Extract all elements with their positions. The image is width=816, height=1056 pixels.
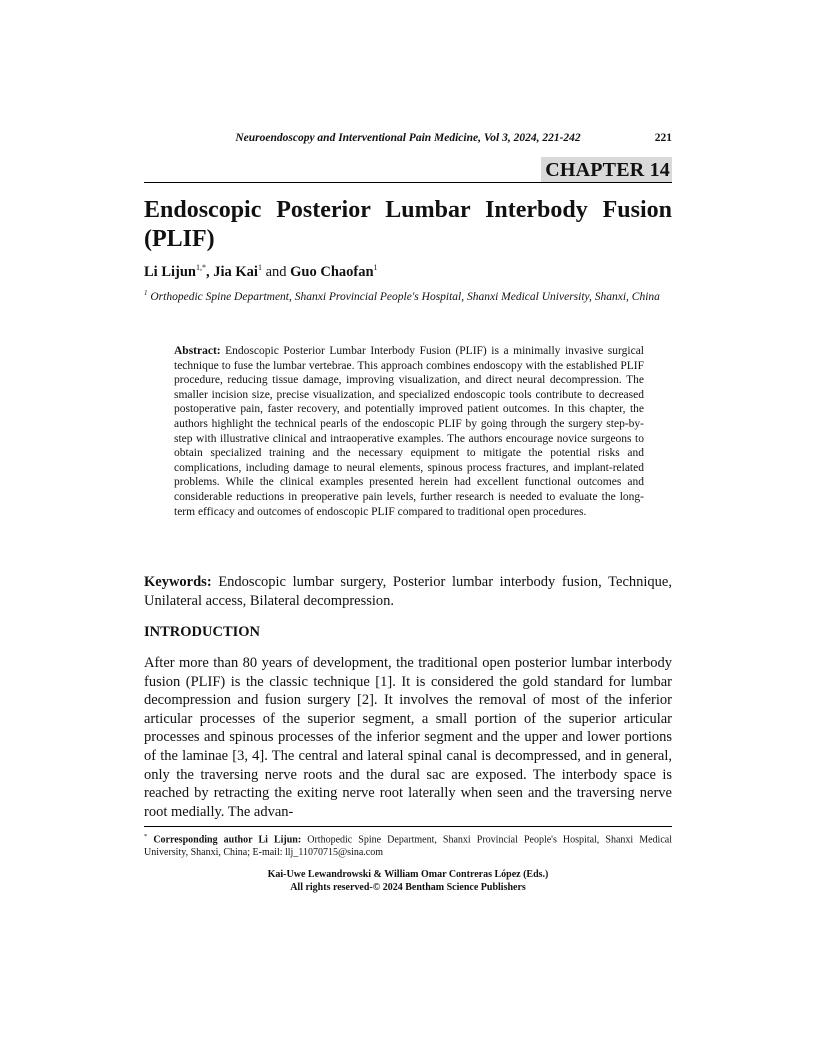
journal-name: Neuroendoscopy and Interventional Pain Medicine, xyxy=(235,132,481,144)
author-name: Jia Kai xyxy=(213,263,258,280)
chapter-title: Endoscopic Posterior Lumbar Interbody Fusion (PLIF) xyxy=(144,197,672,252)
rights-line: All rights reserved-© 2024 Bentham Science Publishers xyxy=(290,881,526,893)
abstract-label: Abstract: xyxy=(174,345,221,357)
footnote-mark: * xyxy=(144,833,148,840)
page-number: 221 xyxy=(654,132,672,144)
publisher-block xyxy=(144,869,672,894)
abstract-text: Endoscopic Posterior Lumbar Interbody Fusion (PLIF) is a minimally invasive surgical technique to fuse the lumbar vertebrae. This approach combines endoscopy with the established PLIF procedure, reducing tissue damage, improving visualization, and direct neural decompression. The smaller incision size, precise visualization, and specialized endoscopic tools contribute to decreased postoperative pain, faster recovery, and potentially improved patient outcomes. In this chapter, the authors highlight the technical pearls of the endoscopic PLIF by going through the surgery step-by-step with illustrative clinical and intraoperative examples. The authors encourage novice surgeons to obtain specialized training and the necessary equipment to mitigate the potential risks and complications, including damage to neural elements, spinous process fractures, and implant-related problems. While the clinical examples presented herein had excellent functional outcomes and considerable reductions in preoperative pain levels, further research is needed to evaluate the long-term efficacy and outcomes of endoscopic PLIF compared to traditional open procedures. xyxy=(174,345,644,518)
author-affiliation-mark: 1,* xyxy=(195,263,206,272)
chapter-divider xyxy=(144,182,672,183)
author-separator: , xyxy=(205,263,214,280)
abstract xyxy=(174,344,644,519)
footnote-text: Orthopedic Spine Department, Shanxi Provincial People's Hospital, Shanxi Medical University, Shanxi, China; E-mail: llj_11070715@sina.com xyxy=(144,834,672,859)
journal-year-pages: , 2024, 221-242 xyxy=(507,132,581,144)
keywords-label: Keywords: xyxy=(144,574,212,590)
author-list xyxy=(144,263,378,281)
journal-volume: Vol 3 xyxy=(483,132,508,144)
footnote-divider xyxy=(144,826,672,827)
keywords-text: Endoscopic lumbar surgery, Posterior lumbar interbody fusion, Technique, Unilateral access, Bilateral decompression. xyxy=(144,574,672,609)
section-heading-introduction: INTRODUCTION xyxy=(144,624,261,640)
author-affiliation-mark: 1 xyxy=(373,263,378,272)
running-head xyxy=(144,132,672,144)
author-name: Li Lijun xyxy=(144,263,196,280)
keywords xyxy=(144,573,672,611)
author-separator: and xyxy=(261,263,291,280)
footnote xyxy=(144,830,672,859)
affiliation xyxy=(144,286,672,305)
footnote-label: Corresponding author Li Lijun: xyxy=(147,834,302,846)
author-name: Guo Chaofan xyxy=(290,263,374,280)
chapter-label: CHAPTER 14 xyxy=(541,157,672,183)
author-affiliation-mark: 1 xyxy=(257,263,262,272)
editors-line: Kai-Uwe Lewandrowski & William Omar Contreras López (Eds.) xyxy=(267,869,549,880)
introduction-paragraph: After more than 80 years of development, the traditional open posterior lumbar interbody fusion (PLIF) is the classic technique [1]. It is considered the gold standard for lumbar decompression and fusion surgery [2]. It involves the removal of most of the inferior articular processes of the superior segment, a small portion of the superior articular processes and spinous processes of the inferior segment and the upper and lower portions of the laminae [3, 4]. The central and lateral spinal canal is decompressed, and in general, only the traversing nerve roots and the dural sac are exposed. The interbody space is reached by retracting the exiting nerve root laterally when seen and the traversing nerve root medially. The advan- xyxy=(144,655,672,820)
affiliation-text: Orthopedic Spine Department, Shanxi Provincial People's Hospital, Shanxi Medical University, Shanxi, China xyxy=(147,290,660,303)
affiliation-mark: 1 xyxy=(144,289,148,297)
